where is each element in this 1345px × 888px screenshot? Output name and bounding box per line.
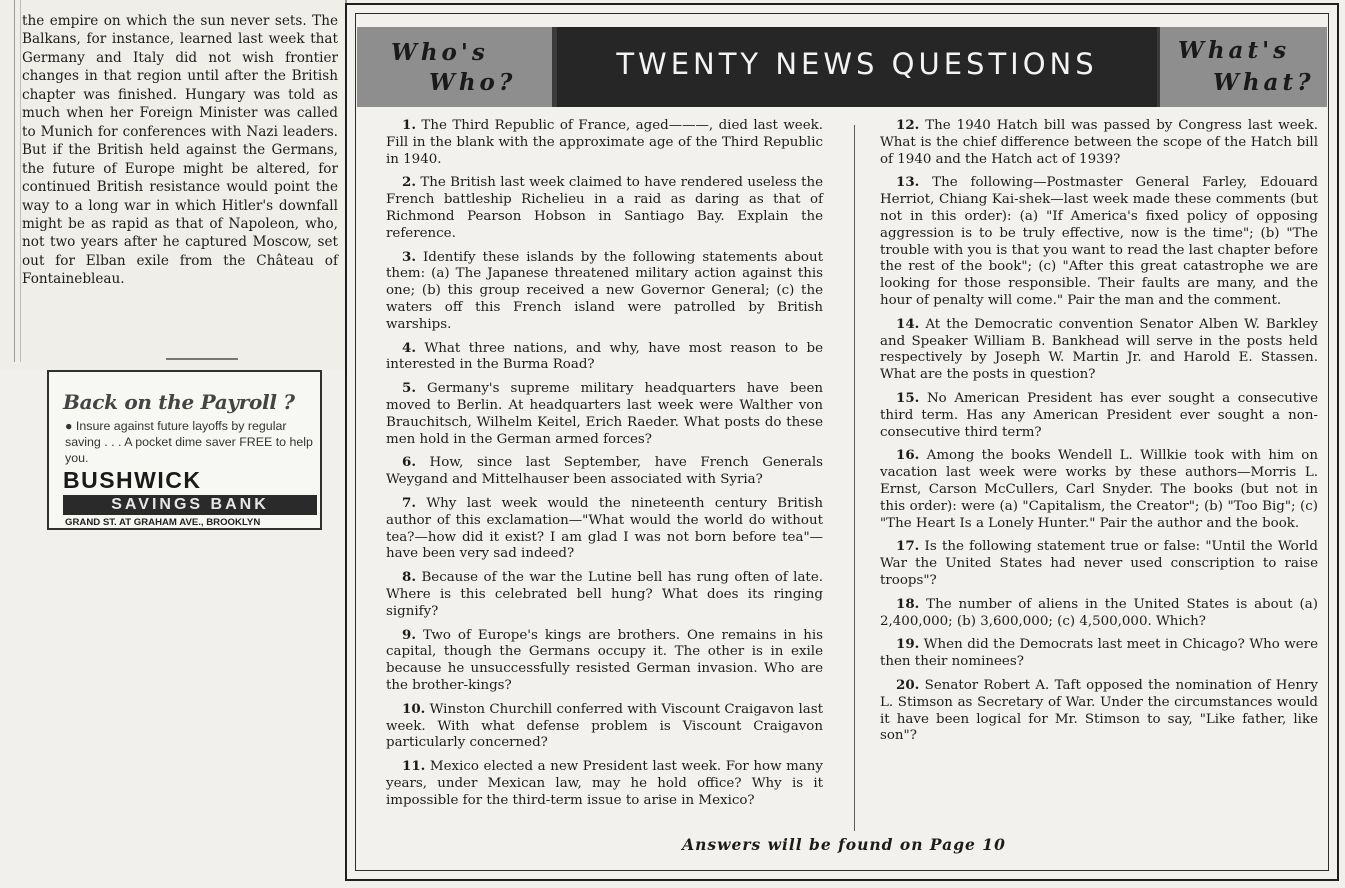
banner-whos: Who's	[391, 39, 489, 66]
quiz-title: TWENTY NEWS QUESTIONS	[616, 47, 1098, 81]
column-divider	[854, 125, 855, 831]
question-text: The Third Republic of France, aged———, died last week. Fill in the blank with the approximate age of the Third Republic in 1940.	[386, 118, 823, 167]
question-text: Two of Europe's kings are brothers. One remains in his capital, though the Germans occupy it. The other is in exile because he unsuccessfully resisted German invasion. Who are the brother-kings?	[386, 627, 823, 693]
question-item	[386, 249, 823, 334]
question-item	[386, 380, 823, 448]
question-item	[880, 390, 1318, 441]
question-number: 3.	[402, 248, 416, 265]
question-number: 19.	[896, 636, 920, 653]
banner-who: Who?	[429, 69, 517, 96]
question-item	[386, 340, 823, 375]
question-text: At the Democratic convention Senator Alben W. Barkley and Speaker William B. Bankhead will serve in the posts held respectively by Joseph W. Martin Jr. and Harold E. Stassen. What are the posts in question?	[880, 316, 1318, 383]
question-number: 9.	[402, 626, 416, 643]
question-item	[386, 569, 823, 620]
question-item	[386, 701, 823, 752]
question-number: 11.	[402, 758, 426, 775]
question-text: Mexico elected a new President last week. For how many years, under Mexican law, may he hold office? Why is it impossible for the third-term issue to arise in Mexico?	[386, 759, 823, 808]
question-item	[880, 677, 1318, 745]
article-end-divider	[166, 358, 238, 360]
question-item	[880, 636, 1318, 671]
question-text: How, since last September, have French Generals Weygand and Mittelhauser been associated with Syria?	[386, 455, 823, 488]
banner-left-panel	[357, 27, 552, 107]
question-number: 10.	[402, 700, 426, 717]
question-item	[386, 117, 823, 168]
question-text: Identify these islands by the following statements about them: (a) The Japanese threatened military action against this one; (b) this group received a new Governor General; (c) the waters off this French island were patrolled by British warships.	[386, 249, 824, 332]
question-text: What three nations, and why, have most reason to be interested in the Burma Road?	[386, 340, 824, 373]
question-text: When did the Democrats last meet in Chicago? Who were then their nominees?	[880, 637, 1318, 670]
question-number: 6.	[402, 454, 416, 471]
question-number: 14.	[896, 315, 920, 332]
question-number: 20.	[896, 676, 920, 693]
question-number: 1.	[402, 117, 416, 133]
question-item	[386, 627, 823, 695]
banner-whats: What's	[1178, 37, 1291, 64]
question-text: Winston Churchill conferred with Viscount Craigavon last week. With what defense problem is Viscount Craigavon particularly concerned?	[386, 701, 823, 751]
question-text: Why last week would the nineteenth century British author of this exclamation—"What would the world do without tea?—how did it exist? I am glad I was not born before tea"—have been very sad indeed?	[386, 495, 823, 562]
ad-brand: BUSHWICK	[63, 467, 202, 493]
question-text: Germany's supreme military headquarters have been moved to Berlin. At headquarters last week were Walther von Brauchitsch, Wilhelm Keitel, Erich Raeder. What posts do these men hold in the German armed forces?	[386, 381, 823, 447]
question-item	[386, 174, 823, 242]
quiz-banner	[357, 27, 1327, 107]
question-number: 7.	[402, 494, 416, 511]
question-text: Among the books Wendell L. Willkie took with him on vacation last week were works by these authors—Morris L. Ernst, Carson McCullers, Carl Snyder. The books (but not in this order): were (a) "Capitalism, the Creator"; (b) "Too Big"; (c) "The Heart Is a Lonely Hunter." Pair the author and the book.	[880, 448, 1318, 531]
column-rule	[14, 0, 15, 362]
column-rule	[20, 0, 21, 362]
question-item	[880, 596, 1318, 631]
question-item	[386, 758, 823, 809]
question-text: Senator Robert A. Taft opposed the nomination of Henry L. Stimson as Secretary of War. Under the circumstances would it have been logical for Mr. Stimson to say, "Like father, like son"?	[880, 677, 1318, 744]
question-item	[880, 538, 1318, 589]
twenty-news-questions-box	[345, 3, 1339, 881]
answers-footer: Answers will be found on Page 10	[682, 835, 1006, 854]
questions-right-column	[880, 117, 1318, 751]
ad-bank-name: SAVINGS BANK	[63, 495, 317, 515]
questions-left-column	[386, 117, 823, 815]
question-number: 13.	[896, 174, 920, 191]
question-number: 18.	[896, 595, 920, 612]
question-item	[386, 454, 823, 489]
question-number: 12.	[896, 117, 920, 133]
question-number: 8.	[402, 569, 416, 586]
ad-tagline: Back on the Payroll ?	[63, 390, 295, 414]
question-item	[386, 495, 823, 563]
ad-body: ● Insure against future layoffs by regular saving . . . A pocket dime saver FREE to help you.	[65, 419, 313, 465]
left-article-text	[22, 12, 338, 289]
question-number: 16.	[896, 447, 920, 464]
banner-what: What?	[1213, 69, 1315, 96]
question-text: No American President has ever sought a consecutive third term. Has any American President ever sought a non-consecutive third term?	[880, 390, 1318, 440]
left-article-column	[0, 0, 347, 370]
question-item	[880, 316, 1318, 384]
ad-address: GRAND ST. AT GRAHAM AVE., BROOKLYN	[65, 517, 261, 528]
question-number: 15.	[896, 389, 920, 406]
question-item	[880, 447, 1318, 532]
question-text: The British last week claimed to have rendered useless the French battleship Richelieu in a raid as daring as that of Richmond Pearson Hobson in Santiago Bay. Explain the reference.	[386, 175, 824, 241]
banner-right-panel	[1160, 27, 1327, 107]
question-item	[880, 117, 1318, 168]
question-text: The 1940 Hatch bill was passed by Congress last week. What is the chief difference between the scope of the Hatch bill of 1940 and the Hatch act of 1939?	[880, 118, 1318, 167]
question-text: Is the following statement true or false: "Until the World War the United States had never used conscription to raise troops"?	[880, 539, 1318, 588]
question-number: 4.	[402, 339, 416, 356]
question-text: The number of aliens in the United States is about (a) 2,400,000; (b) 3,600,000; (c) 4,500,000. Which?	[880, 596, 1318, 629]
question-number: 2.	[402, 174, 416, 191]
question-number: 5.	[402, 380, 416, 397]
question-text: The following—Postmaster General Farley, Edouard Herriot, Chiang Kai-shek—last week made these comments (but not in this order): (a) "If America's fixed policy of opposing aggression is to be truly effective, now is the time"; (b) "The trouble with you is that you want to read the last chapter before the rest of the book"; (c) "After this great catastrophe we are looking for those responsible. Their faults are many, and the hour of penalty will come." Pair the man and the comment.	[880, 175, 1318, 308]
banner-center-panel	[557, 27, 1157, 107]
bushwick-savings-ad	[47, 370, 322, 530]
question-number: 17.	[896, 538, 920, 555]
question-item	[880, 174, 1318, 309]
question-text: Because of the war the Lutine bell has rung often of late. Where is this celebrated bell hung? What does its ringing signify?	[386, 570, 823, 619]
article-paragraph: the empire on which the sun never sets. The Balkans, for instance, learned last week that Germany and Italy did not wish frontier changes in that region until after the British chapter was finished. Hungary was told as much when her Foreign Minister was called to Munich for conferences with Nazi leaders. But if the British held against the Germans, the future of Europe might be altered, for continued British resistance would point the way to a long war in which Hitler's downfall might be as rapid as that of Napoleon, who, not two years after he captured Moscow, set out for Elban exile from the Château of Fontainebleau.	[22, 13, 338, 288]
